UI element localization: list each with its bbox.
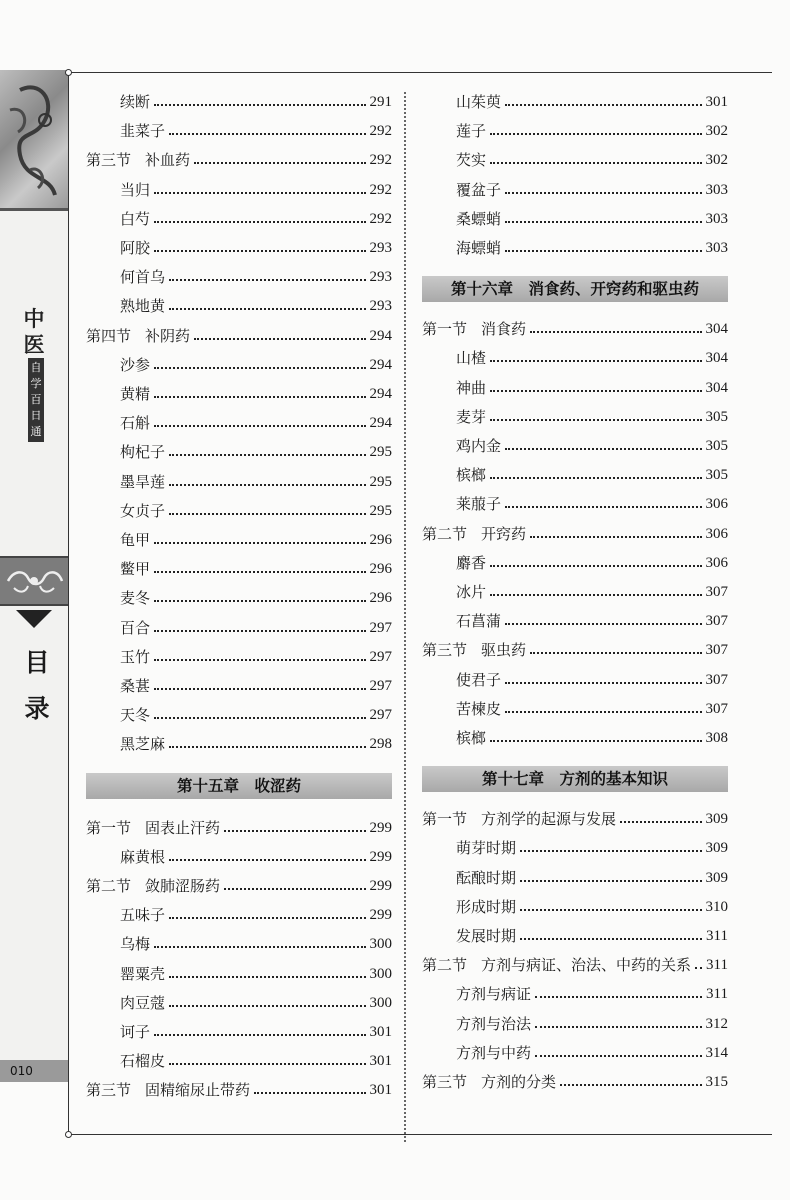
toc-entry[interactable] — [86, 1020, 392, 1044]
leader-dots — [490, 475, 701, 479]
entry-name: 神曲 — [456, 378, 487, 397]
book-subtitle: 自学百日通 — [28, 358, 44, 442]
leader-dots — [490, 131, 701, 135]
leader-dots — [505, 190, 701, 194]
toc-entry[interactable] — [422, 434, 728, 458]
leader-dots — [154, 365, 365, 369]
toc-section-entry[interactable] — [422, 807, 728, 831]
leader-dots — [154, 686, 365, 690]
leader-dots — [154, 540, 365, 544]
leader-dots — [520, 936, 702, 940]
entry-page-number: 306 — [705, 554, 728, 571]
section-name: 固精缩尿止带药 — [145, 1081, 251, 1100]
entry-name: 方剂与治法 — [456, 1014, 532, 1033]
section-title — [86, 1078, 250, 1102]
entry-name: 石菖蒲 — [456, 612, 502, 631]
leader-dots — [169, 277, 365, 281]
toc-entry[interactable] — [86, 991, 392, 1015]
entry-page-number: 301 — [369, 1024, 392, 1040]
entry-name: 酝酿时期 — [456, 868, 517, 887]
toc-entry[interactable] — [86, 645, 392, 669]
entry-page-number: 306 — [705, 525, 728, 542]
entry-name: 肉豆蔻 — [120, 993, 166, 1012]
toc-entry[interactable] — [422, 405, 728, 429]
column-divider — [404, 92, 406, 1142]
leader-dots — [224, 828, 365, 832]
toc-entry[interactable] — [422, 668, 728, 692]
entry-page-number: 296 — [369, 561, 392, 578]
toc-section-entry[interactable] — [86, 148, 392, 172]
entry-name: 枸杞子 — [120, 443, 166, 462]
section-title — [86, 324, 190, 348]
chapter-banner: 第十六章 消食药、开窍药和驱虫药 — [422, 276, 728, 302]
entry-page-number: 297 — [369, 707, 392, 724]
entry-page-number: 305 — [705, 438, 728, 454]
entry-name: 墨旱莲 — [120, 472, 166, 491]
leader-dots — [490, 160, 701, 164]
entry-name: 何首乌 — [120, 268, 166, 287]
entry-name: 覆盆子 — [456, 180, 502, 199]
entry-name: 鸡内金 — [456, 437, 502, 455]
section-title — [422, 522, 526, 546]
entry-page-number: 305 — [705, 467, 728, 484]
toc-entry[interactable] — [86, 470, 392, 494]
section-name: 消食药 — [481, 320, 527, 339]
entry-page-number: 293 — [369, 298, 392, 315]
left-rule — [68, 72, 69, 1134]
section-number: 第一节 — [422, 810, 468, 829]
entry-page-number: 308 — [705, 730, 728, 746]
leader-dots — [620, 819, 701, 823]
leader-dots — [154, 102, 365, 106]
toc-entry[interactable] — [86, 962, 392, 986]
entry-name: 黄精 — [120, 385, 151, 403]
entry-page-number: 297 — [369, 678, 392, 694]
entry-page-number: 304 — [705, 321, 728, 338]
entry-name: 麻黄根 — [120, 847, 166, 866]
toc-entry[interactable] — [86, 1049, 392, 1073]
entry-page-number: 292 — [369, 181, 392, 198]
entry-name: 石榴皮 — [120, 1052, 166, 1071]
entry-page-number: 315 — [705, 1074, 728, 1090]
section-number: 第二节 — [86, 877, 132, 895]
toc-entry[interactable] — [86, 616, 392, 640]
leader-dots — [520, 878, 701, 882]
leader-dots — [505, 621, 701, 625]
entry-name: 续断 — [120, 93, 151, 111]
entry-name: 韭菜子 — [120, 122, 166, 141]
leader-dots — [505, 446, 701, 450]
entry-page-number: 307 — [705, 700, 728, 717]
entry-name: 罂粟壳 — [120, 964, 166, 983]
entry-page-number: 300 — [369, 936, 392, 953]
leader-dots — [490, 592, 701, 596]
entry-name: 女贞子 — [120, 501, 166, 520]
entry-name: 槟榔 — [456, 466, 487, 485]
entry-name: 方剂与病证 — [456, 985, 532, 1004]
entry-page-number: 302 — [705, 123, 728, 140]
toc-entry[interactable] — [422, 236, 728, 260]
leader-dots — [530, 650, 701, 654]
entry-page-number: 307 — [705, 671, 728, 688]
entry-page-number: 303 — [705, 210, 728, 227]
toc-entry[interactable] — [422, 1012, 728, 1036]
entry-name: 海螵蛸 — [456, 239, 502, 257]
entry-page-number: 309 — [705, 811, 728, 828]
section-name: 敛肺涩肠药 — [145, 877, 221, 895]
entry-name: 沙参 — [120, 355, 151, 374]
toc-entry[interactable] — [86, 236, 392, 260]
entry-name: 乌梅 — [120, 935, 151, 954]
entry-page-number: 311 — [706, 957, 728, 974]
toc-entry[interactable] — [86, 265, 392, 289]
entry-name: 形成时期 — [456, 897, 517, 916]
leader-dots — [505, 102, 701, 106]
entry-name: 五味子 — [120, 906, 166, 925]
section-name: 固表止汗药 — [145, 818, 221, 837]
entry-page-number: 311 — [706, 986, 728, 1003]
toc-entry[interactable] — [86, 382, 392, 406]
toc-entry[interactable] — [86, 353, 392, 377]
section-title — [86, 148, 190, 172]
toc-section-entry[interactable] — [422, 953, 728, 977]
section-name: 补阴药 — [145, 326, 191, 345]
entry-page-number: 296 — [369, 532, 392, 548]
entry-page-number: 293 — [369, 240, 392, 256]
entry-name: 发展时期 — [456, 927, 517, 945]
entry-page-number: 307 — [705, 642, 728, 659]
entry-page-number: 304 — [705, 350, 728, 367]
entry-name: 百合 — [120, 618, 151, 637]
section-number: 第四节 — [86, 326, 132, 345]
toc-section-entry[interactable] — [86, 874, 392, 898]
entry-name: 玉竹 — [120, 647, 151, 666]
section-name: 开窍药 — [481, 524, 527, 543]
toc-entry[interactable] — [422, 697, 728, 721]
toc-entry[interactable] — [86, 294, 392, 318]
toc-entry[interactable] — [86, 178, 392, 202]
entry-name: 石斛 — [120, 414, 151, 433]
toc-section-entry[interactable] — [86, 1078, 392, 1102]
entry-page-number: 307 — [705, 613, 728, 630]
leader-dots — [169, 452, 365, 456]
toc-entry[interactable] — [86, 932, 392, 956]
toc-entry[interactable] — [422, 895, 728, 919]
entry-name: 槟榔 — [456, 729, 487, 747]
leader-dots — [154, 1032, 365, 1036]
section-title — [422, 807, 616, 831]
entry-page-number: 314 — [705, 1044, 728, 1061]
entry-page-number: 299 — [369, 878, 392, 894]
entry-page-number: 295 — [369, 473, 392, 490]
toc-entry[interactable] — [422, 376, 728, 400]
entry-name: 当归 — [120, 180, 151, 199]
section-title — [422, 953, 691, 977]
leader-dots — [154, 944, 365, 948]
entry-name: 阿胶 — [120, 239, 151, 257]
leader-dots — [154, 598, 365, 602]
section-title — [86, 816, 220, 840]
toc-entry[interactable] — [422, 609, 728, 633]
leader-dots — [530, 534, 701, 538]
entry-page-number: 312 — [705, 1015, 728, 1032]
section-number: 第三节 — [422, 641, 468, 660]
section-number: 第三节 — [422, 1073, 468, 1091]
entry-page-number: 305 — [705, 408, 728, 425]
leader-dots — [154, 657, 365, 661]
toc-entry[interactable] — [422, 346, 728, 370]
entry-name: 莱菔子 — [456, 495, 502, 514]
toc-section-entry[interactable] — [422, 1070, 728, 1094]
toc-entry[interactable] — [86, 845, 392, 869]
entry-page-number: 302 — [705, 152, 728, 169]
toc-entry[interactable] — [422, 982, 728, 1006]
bottom-rule — [68, 1134, 772, 1135]
leader-dots — [530, 329, 701, 333]
entry-name: 麦芽 — [456, 407, 487, 426]
leader-dots — [154, 715, 365, 719]
toc-entry[interactable] — [86, 557, 392, 581]
toc-entry[interactable] — [86, 440, 392, 464]
leader-dots — [194, 336, 365, 340]
entry-page-number: 294 — [369, 386, 392, 402]
leader-dots — [560, 1082, 701, 1086]
leader-dots — [169, 131, 365, 135]
leader-dots — [490, 358, 701, 362]
leader-dots — [505, 504, 701, 508]
toc-section-entry[interactable] — [422, 317, 728, 341]
section-title — [422, 1070, 556, 1094]
toc-entry[interactable] — [86, 90, 392, 114]
entry-name: 桑葚 — [120, 677, 151, 695]
entry-name: 天冬 — [120, 706, 151, 725]
entry-name: 萌芽时期 — [456, 839, 517, 858]
leader-dots — [695, 965, 702, 969]
toc-entry[interactable] — [86, 411, 392, 435]
chapter-banner: 第十五章 收涩药 — [86, 773, 392, 799]
entry-page-number: 309 — [705, 869, 728, 886]
entry-page-number: 299 — [369, 819, 392, 836]
toc-section-entry[interactable] — [422, 638, 728, 662]
section-number: 第一节 — [422, 320, 468, 339]
leader-dots — [154, 423, 365, 427]
entry-name: 鳖甲 — [120, 560, 151, 579]
entry-page-number: 292 — [369, 152, 392, 169]
entry-page-number: 303 — [705, 240, 728, 256]
toc-entry[interactable] — [86, 674, 392, 698]
entry-name: 使君子 — [456, 670, 502, 689]
leader-dots — [169, 306, 365, 310]
entry-name: 白芍 — [120, 209, 151, 228]
leader-dots — [254, 1090, 365, 1094]
toc-entry[interactable] — [422, 836, 728, 860]
entry-page-number: 310 — [705, 898, 728, 915]
toc-entry[interactable] — [422, 463, 728, 487]
leader-dots — [505, 219, 701, 223]
entry-page-number: 297 — [369, 619, 392, 636]
toc-entry[interactable] — [86, 499, 392, 523]
leader-dots — [169, 482, 365, 486]
entry-name: 方剂与中药 — [456, 1043, 532, 1062]
leader-dots — [154, 248, 365, 252]
leader-dots — [169, 974, 365, 978]
top-rule — [68, 72, 772, 73]
leader-dots — [169, 857, 365, 861]
toc-entry[interactable] — [422, 148, 728, 172]
toc-entry[interactable] — [86, 528, 392, 552]
entry-page-number: 295 — [369, 502, 392, 519]
entry-page-number: 306 — [705, 496, 728, 513]
section-number: 第一节 — [86, 818, 132, 837]
book-title: 中医 — [23, 307, 45, 357]
page-number: 010 — [0, 1060, 68, 1082]
entry-name: 冰片 — [456, 583, 487, 601]
entry-name: 黑芝麻 — [120, 735, 166, 754]
corner-node-bottom — [65, 1131, 72, 1138]
entry-name: 莲子 — [456, 122, 487, 141]
triangle-marker-icon — [16, 610, 52, 628]
section-name: 方剂学的起源与发展 — [481, 810, 617, 829]
entry-page-number: 292 — [369, 123, 392, 140]
toc-entry[interactable] — [422, 119, 728, 143]
leader-dots — [505, 248, 701, 252]
leader-dots — [535, 994, 702, 998]
toc-entry[interactable] — [86, 207, 392, 231]
leader-dots — [535, 1024, 701, 1028]
entry-page-number: 298 — [369, 736, 392, 753]
toc-entry[interactable] — [422, 726, 728, 750]
entry-page-number: 311 — [706, 928, 728, 944]
toc-entry[interactable] — [422, 90, 728, 114]
cloud-ornament-icon — [0, 556, 68, 606]
section-number: 第二节 — [422, 956, 468, 975]
entry-name: 诃子 — [120, 1023, 151, 1041]
entry-name: 麦冬 — [120, 589, 151, 608]
leader-dots — [154, 190, 365, 194]
toc-entry[interactable] — [422, 551, 728, 575]
toc-entry[interactable] — [422, 924, 728, 948]
entry-name: 麝香 — [456, 553, 487, 572]
toc-entry[interactable] — [86, 586, 392, 610]
leader-dots — [169, 1061, 365, 1065]
entry-page-number: 303 — [705, 181, 728, 198]
entry-page-number: 294 — [369, 356, 392, 373]
entry-page-number: 301 — [705, 94, 728, 110]
toc-section-entry[interactable] — [86, 324, 392, 348]
section-title — [86, 874, 220, 898]
section-number: 第三节 — [86, 151, 132, 170]
dragon-ornament-icon — [0, 70, 68, 211]
entry-page-number: 304 — [705, 379, 728, 396]
toc-entry[interactable] — [422, 1041, 728, 1065]
entry-page-number: 294 — [369, 415, 392, 432]
section-name: 方剂的分类 — [481, 1073, 557, 1091]
leader-dots — [520, 848, 701, 852]
toc-entry[interactable] — [86, 903, 392, 927]
leader-dots — [490, 388, 701, 392]
toc-entry[interactable] — [86, 119, 392, 143]
leader-dots — [490, 738, 701, 742]
leader-dots — [154, 394, 365, 398]
leader-dots — [505, 680, 701, 684]
leader-dots — [490, 563, 701, 567]
section-name: 补血药 — [145, 151, 191, 170]
entry-page-number: 295 — [369, 444, 392, 461]
section-number: 第三节 — [86, 1081, 132, 1100]
entry-page-number: 301 — [369, 1053, 392, 1070]
entry-page-number: 293 — [369, 269, 392, 286]
leader-dots — [154, 569, 365, 573]
entry-page-number: 291 — [369, 94, 392, 110]
toc-entry[interactable] — [422, 866, 728, 890]
entry-name: 苦楝皮 — [456, 699, 502, 718]
entry-page-number: 307 — [705, 584, 728, 600]
leader-dots — [490, 417, 701, 421]
toc-entry[interactable] — [422, 207, 728, 231]
entry-page-number: 296 — [369, 590, 392, 607]
entry-name: 山茱萸 — [456, 93, 502, 111]
leader-dots — [169, 511, 365, 515]
leader-dots — [169, 744, 365, 748]
toc-entry[interactable] — [86, 703, 392, 727]
leader-dots — [154, 219, 365, 223]
leader-dots — [520, 907, 701, 911]
entry-page-number: 301 — [369, 1082, 392, 1099]
section-name: 驱虫药 — [481, 641, 527, 660]
toc-section-entry[interactable] — [422, 522, 728, 546]
toc-entry[interactable] — [422, 492, 728, 516]
section-number: 第二节 — [422, 524, 468, 543]
leader-dots — [194, 160, 365, 164]
corner-node-top — [65, 69, 72, 76]
entry-name: 芡实 — [456, 151, 487, 170]
toc-entry[interactable] — [86, 732, 392, 756]
section-title — [422, 638, 526, 662]
entry-page-number: 294 — [369, 327, 392, 344]
entry-name: 熟地黄 — [120, 297, 166, 316]
section-name: 方剂与病证、治法、中药的关系 — [481, 956, 692, 975]
entry-name: 桑螵蛸 — [456, 209, 502, 228]
toc-entry[interactable] — [422, 178, 728, 202]
entry-page-number: 299 — [369, 848, 392, 865]
toc-section-entry[interactable] — [86, 816, 392, 840]
entry-page-number: 300 — [369, 994, 392, 1011]
section-title — [422, 317, 526, 341]
entry-name: 山楂 — [456, 349, 487, 368]
leader-dots — [154, 628, 365, 632]
chapter-banner: 第十七章 方剂的基本知识 — [422, 766, 728, 792]
entry-page-number: 297 — [369, 648, 392, 665]
side-band — [0, 70, 68, 1082]
entry-page-number: 292 — [369, 210, 392, 227]
leader-dots — [505, 709, 701, 713]
entry-page-number: 300 — [369, 965, 392, 982]
section-label: 目录 — [24, 648, 50, 723]
leader-dots — [169, 915, 365, 919]
leader-dots — [169, 1003, 365, 1007]
leader-dots — [535, 1053, 701, 1057]
entry-page-number: 309 — [705, 840, 728, 857]
toc-entry[interactable] — [422, 580, 728, 604]
entry-name: 龟甲 — [120, 531, 151, 549]
leader-dots — [224, 886, 365, 890]
entry-page-number: 299 — [369, 907, 392, 924]
